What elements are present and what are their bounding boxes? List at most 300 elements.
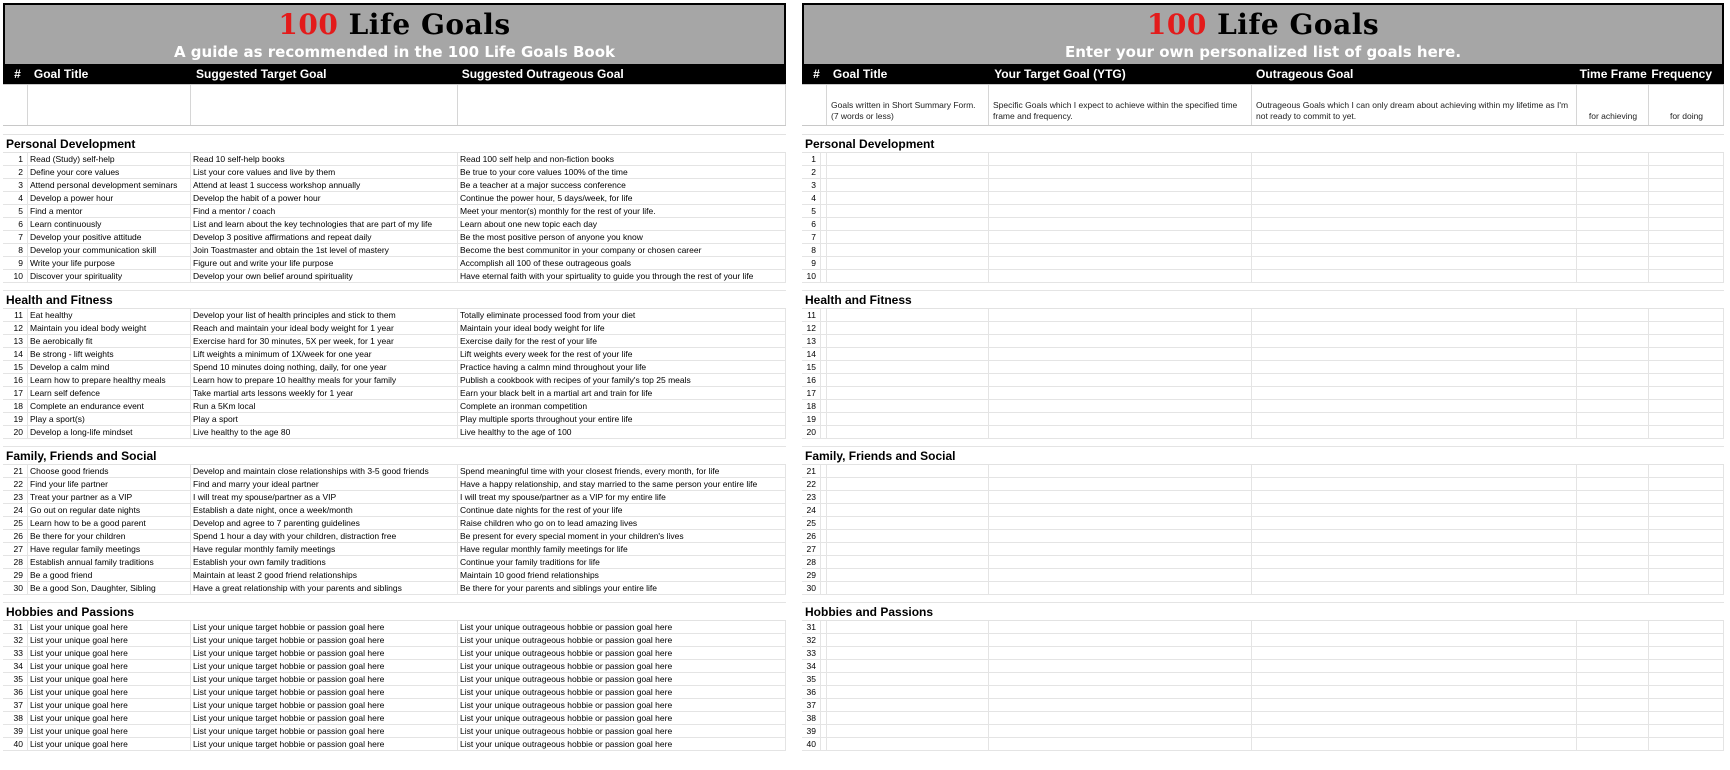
outrageous-goal-cell[interactable]: Live healthy to the age of 100 (458, 426, 786, 438)
outrageous-goal-input-cell[interactable] (1252, 322, 1577, 334)
goal-number-cell[interactable]: 3 (3, 179, 28, 191)
goal-number-cell[interactable]: 21 (3, 465, 28, 477)
goal-title-cell[interactable]: Complete an endurance event (28, 400, 191, 412)
frequency-input-cell[interactable] (1649, 244, 1724, 256)
goal-title-cell[interactable]: List your unique goal here (28, 634, 191, 646)
goal-number-cell[interactable]: 19 (3, 413, 28, 425)
time-frame-input-cell[interactable] (1577, 712, 1649, 724)
goal-title-cell[interactable]: Learn how to be a good parent (28, 517, 191, 529)
target-goal-cell[interactable]: Reach and maintain your ideal body weight for 1 year (191, 322, 458, 334)
goal-number-cell[interactable]: 34 (802, 660, 821, 672)
target-goal-input-cell[interactable] (989, 309, 1252, 321)
outrageous-goal-cell[interactable]: Continue date nights for the rest of your life (458, 504, 786, 516)
outrageous-goal-input-cell[interactable] (1252, 569, 1577, 581)
goal-number-cell[interactable]: 37 (802, 699, 821, 711)
goal-title-cell[interactable]: Develop a long-life mindset (28, 426, 191, 438)
frequency-input-cell[interactable] (1649, 400, 1724, 412)
target-goal-cell[interactable]: Run a 5Km local (191, 400, 458, 412)
target-goal-input-cell[interactable] (989, 699, 1252, 711)
goal-number-cell[interactable]: 32 (802, 634, 821, 646)
target-goal-input-cell[interactable] (989, 218, 1252, 230)
goal-number-cell[interactable]: 9 (802, 257, 821, 269)
time-frame-input-cell[interactable] (1577, 348, 1649, 360)
goal-title-cell[interactable]: List your unique goal here (28, 660, 191, 672)
frequency-input-cell[interactable] (1649, 205, 1724, 217)
goal-title-input-cell[interactable] (827, 556, 989, 568)
goal-number-cell[interactable]: 39 (3, 725, 28, 737)
frequency-input-cell[interactable] (1649, 556, 1724, 568)
time-frame-input-cell[interactable] (1577, 647, 1649, 659)
outrageous-goal-input-cell[interactable] (1252, 270, 1577, 282)
outrageous-goal-cell[interactable]: I will treat my spouse/partner as a VIP for my entire life (458, 491, 786, 503)
goal-number-cell[interactable]: 23 (3, 491, 28, 503)
goal-title-input-cell[interactable] (827, 660, 989, 672)
target-goal-input-cell[interactable] (989, 465, 1252, 477)
goal-number-cell[interactable]: 25 (3, 517, 28, 529)
time-frame-input-cell[interactable] (1577, 530, 1649, 542)
frequency-input-cell[interactable] (1649, 153, 1724, 165)
goal-number-cell[interactable]: 14 (802, 348, 821, 360)
goal-title-input-cell[interactable] (827, 621, 989, 633)
goal-title-cell[interactable]: Write your life purpose (28, 257, 191, 269)
frequency-input-cell[interactable] (1649, 738, 1724, 750)
goal-title-input-cell[interactable] (827, 270, 989, 282)
frequency-input-cell[interactable] (1649, 413, 1724, 425)
goal-number-cell[interactable]: 11 (3, 309, 28, 321)
target-goal-input-cell[interactable] (989, 192, 1252, 204)
frequency-input-cell[interactable] (1649, 543, 1724, 555)
goal-number-cell[interactable]: 9 (3, 257, 28, 269)
time-frame-input-cell[interactable] (1577, 556, 1649, 568)
outrageous-goal-cell[interactable]: List your unique outrageous hobbie or passion goal here (458, 738, 786, 750)
header-goal-title[interactable]: Goal Title (33, 67, 89, 81)
desc-cell[interactable] (3, 85, 28, 125)
goal-number-cell[interactable]: 15 (3, 361, 28, 373)
outrageous-goal-cell[interactable]: List your unique outrageous hobbie or passion goal here (458, 660, 786, 672)
outrageous-goal-cell[interactable]: Complete an ironman competition (458, 400, 786, 412)
target-goal-cell[interactable]: Take martial arts lessons weekly for 1 year (191, 387, 458, 399)
goal-number-cell[interactable]: 29 (3, 569, 28, 581)
time-frame-input-cell[interactable] (1577, 413, 1649, 425)
frequency-input-cell[interactable] (1649, 192, 1724, 204)
goal-number-cell[interactable]: 36 (802, 686, 821, 698)
outrageous-goal-input-cell[interactable] (1252, 179, 1577, 191)
outrageous-goal-input-cell[interactable] (1252, 153, 1577, 165)
goal-number-cell[interactable]: 25 (802, 517, 821, 529)
target-goal-cell[interactable]: Find and marry your ideal partner (191, 478, 458, 490)
goal-title-input-cell[interactable] (827, 712, 989, 724)
outrageous-goal-cell[interactable]: Earn your black belt in a martial art and train for life (458, 387, 786, 399)
target-goal-input-cell[interactable] (989, 153, 1252, 165)
goal-title-input-cell[interactable] (827, 699, 989, 711)
time-frame-input-cell[interactable] (1577, 166, 1649, 178)
goal-number-cell[interactable]: 35 (802, 673, 821, 685)
goal-number-cell[interactable]: 30 (802, 582, 821, 594)
desc-cell[interactable] (191, 85, 458, 125)
time-frame-input-cell[interactable] (1577, 387, 1649, 399)
target-goal-cell[interactable]: Develop your list of health principles and stick to them (191, 309, 458, 321)
outrageous-goal-cell[interactable]: Continue the power hour, 5 days/week, for life (458, 192, 786, 204)
outrageous-goal-cell[interactable]: Be there for your parents and siblings your entire life (458, 582, 786, 594)
goal-number-cell[interactable]: 2 (802, 166, 821, 178)
goal-title-cell[interactable]: List your unique goal here (28, 699, 191, 711)
goal-title-input-cell[interactable] (827, 465, 989, 477)
frequency-input-cell[interactable] (1649, 257, 1724, 269)
outrageous-goal-input-cell[interactable] (1252, 543, 1577, 555)
goal-number-cell[interactable]: 7 (802, 231, 821, 243)
goal-number-cell[interactable]: 34 (3, 660, 28, 672)
frequency-input-cell[interactable] (1649, 517, 1724, 529)
goal-number-cell[interactable]: 18 (802, 400, 821, 412)
outrageous-goal-input-cell[interactable] (1252, 725, 1577, 737)
time-frame-input-cell[interactable] (1577, 257, 1649, 269)
goal-title-cell[interactable]: Eat healthy (28, 309, 191, 321)
goal-title-input-cell[interactable] (827, 543, 989, 555)
target-goal-cell[interactable]: Establish your own family traditions (191, 556, 458, 568)
frequency-input-cell[interactable] (1649, 712, 1724, 724)
target-goal-input-cell[interactable] (989, 517, 1252, 529)
goal-title-cell[interactable]: Learn continuously (28, 218, 191, 230)
time-frame-input-cell[interactable] (1577, 738, 1649, 750)
goal-title-cell[interactable]: Develop your positive attitude (28, 231, 191, 243)
goal-number-cell[interactable]: 10 (802, 270, 821, 282)
outrageous-goal-cell[interactable]: List your unique outrageous hobbie or passion goal here (458, 634, 786, 646)
time-frame-input-cell[interactable] (1577, 309, 1649, 321)
header-your-target[interactable]: Your Target Goal (YTG) (994, 67, 1126, 81)
goal-number-cell[interactable]: 5 (3, 205, 28, 217)
goal-title-cell[interactable]: List your unique goal here (28, 673, 191, 685)
outrageous-goal-input-cell[interactable] (1252, 712, 1577, 724)
goal-number-cell[interactable]: 35 (3, 673, 28, 685)
goal-title-cell[interactable]: Learn how to prepare healthy meals (28, 374, 191, 386)
goal-number-cell[interactable]: 32 (3, 634, 28, 646)
outrageous-goal-cell[interactable]: Accomplish all 100 of these outrageous goals (458, 257, 786, 269)
outrageous-goal-input-cell[interactable] (1252, 465, 1577, 477)
goal-title-input-cell[interactable] (827, 374, 989, 386)
goal-number-cell[interactable]: 3 (802, 179, 821, 191)
target-goal-cell[interactable]: Develop 3 positive affirmations and repeat daily (191, 231, 458, 243)
time-frame-input-cell[interactable] (1577, 504, 1649, 516)
outrageous-goal-cell[interactable]: Spend meaningful time with your closest friends, every month, for life (458, 465, 786, 477)
goal-title-cell[interactable]: Discover your spirituality (28, 270, 191, 282)
goal-title-cell[interactable]: Read (Study) self-help (28, 153, 191, 165)
goal-title-input-cell[interactable] (827, 192, 989, 204)
goal-number-cell[interactable]: 12 (802, 322, 821, 334)
frequency-input-cell[interactable] (1649, 478, 1724, 490)
goal-title-input-cell[interactable] (827, 530, 989, 542)
goal-title-cell[interactable]: Have regular family meetings (28, 543, 191, 555)
time-frame-input-cell[interactable] (1577, 322, 1649, 334)
header-time-frame[interactable]: Time Frame (1579, 67, 1647, 81)
frequency-input-cell[interactable] (1649, 686, 1724, 698)
target-goal-cell[interactable]: Read 10 self-help books (191, 153, 458, 165)
outrageous-goal-cell[interactable]: List your unique outrageous hobbie or passion goal here (458, 725, 786, 737)
desc-cell[interactable] (802, 85, 827, 125)
time-frame-input-cell[interactable] (1577, 621, 1649, 633)
goal-number-cell[interactable]: 11 (802, 309, 821, 321)
outrageous-goal-cell[interactable]: Practice having a calmn mind throughout your life (458, 361, 786, 373)
outrageous-goal-input-cell[interactable] (1252, 517, 1577, 529)
frequency-input-cell[interactable] (1649, 491, 1724, 503)
goal-title-input-cell[interactable] (827, 218, 989, 230)
goal-title-cell[interactable]: Be there for your children (28, 530, 191, 542)
goal-number-cell[interactable]: 23 (802, 491, 821, 503)
goal-title-input-cell[interactable] (827, 673, 989, 685)
outrageous-goal-cell[interactable]: Play multiple sports throughout your entire life (458, 413, 786, 425)
desc-goal-title[interactable]: Goals written in Short Summary Form. (7 words or less) (827, 85, 989, 125)
outrageous-goal-cell[interactable]: List your unique outrageous hobbie or passion goal here (458, 699, 786, 711)
goal-number-cell[interactable]: 29 (802, 569, 821, 581)
time-frame-input-cell[interactable] (1577, 400, 1649, 412)
target-goal-cell[interactable]: List your core values and live by them (191, 166, 458, 178)
frequency-input-cell[interactable] (1649, 504, 1724, 516)
target-goal-input-cell[interactable] (989, 738, 1252, 750)
outrageous-goal-cell[interactable]: List your unique outrageous hobbie or passion goal here (458, 647, 786, 659)
target-goal-cell[interactable]: List your unique target hobbie or passion goal here (191, 634, 458, 646)
goal-title-cell[interactable]: Define your core values (28, 166, 191, 178)
frequency-input-cell[interactable] (1649, 179, 1724, 191)
goal-number-cell[interactable]: 13 (802, 335, 821, 347)
outrageous-goal-input-cell[interactable] (1252, 192, 1577, 204)
goal-title-input-cell[interactable] (827, 309, 989, 321)
target-goal-input-cell[interactable] (989, 387, 1252, 399)
goal-title-cell[interactable]: List your unique goal here (28, 712, 191, 724)
target-goal-input-cell[interactable] (989, 569, 1252, 581)
frequency-input-cell[interactable] (1649, 621, 1724, 633)
outrageous-goal-cell[interactable]: Be a teacher at a major success conference (458, 179, 786, 191)
time-frame-input-cell[interactable] (1577, 218, 1649, 230)
outrageous-goal-input-cell[interactable] (1252, 699, 1577, 711)
goal-number-cell[interactable]: 17 (802, 387, 821, 399)
goal-title-input-cell[interactable] (827, 205, 989, 217)
header-number[interactable]: # (813, 67, 820, 81)
goal-number-cell[interactable]: 17 (3, 387, 28, 399)
target-goal-cell[interactable]: Exercise hard for 30 minutes, 5X per week, for 1 year (191, 335, 458, 347)
outrageous-goal-cell[interactable]: Be present for every special moment in your children's lives (458, 530, 786, 542)
target-goal-cell[interactable]: List your unique target hobbie or passion goal here (191, 673, 458, 685)
goal-title-input-cell[interactable] (827, 725, 989, 737)
frequency-input-cell[interactable] (1649, 309, 1724, 321)
outrageous-goal-input-cell[interactable] (1252, 582, 1577, 594)
goal-number-cell[interactable]: 12 (3, 322, 28, 334)
target-goal-cell[interactable]: Attend at least 1 success workshop annually (191, 179, 458, 191)
frequency-input-cell[interactable] (1649, 426, 1724, 438)
goal-title-cell[interactable]: Be a good Son, Daughter, Sibling (28, 582, 191, 594)
header-frequency[interactable]: Frequency (1651, 67, 1712, 81)
time-frame-input-cell[interactable] (1577, 244, 1649, 256)
outrageous-goal-input-cell[interactable] (1252, 647, 1577, 659)
target-goal-cell[interactable]: I will treat my spouse/partner as a VIP (191, 491, 458, 503)
target-goal-cell[interactable]: Live healthy to the age 80 (191, 426, 458, 438)
goal-title-input-cell[interactable] (827, 335, 989, 347)
target-goal-cell[interactable]: Lift weights a minimum of 1X/week for one year (191, 348, 458, 360)
goal-number-cell[interactable]: 28 (802, 556, 821, 568)
goal-title-cell[interactable]: Play a sport(s) (28, 413, 191, 425)
outrageous-goal-input-cell[interactable] (1252, 166, 1577, 178)
goal-number-cell[interactable]: 18 (3, 400, 28, 412)
goal-title-cell[interactable]: List your unique goal here (28, 725, 191, 737)
frequency-input-cell[interactable] (1649, 530, 1724, 542)
outrageous-goal-cell[interactable]: Have a happy relationship, and stay married to the same person your entire life (458, 478, 786, 490)
frequency-input-cell[interactable] (1649, 361, 1724, 373)
desc-cell[interactable] (458, 85, 786, 125)
outrageous-goal-cell[interactable]: Exercise daily for the rest of your life (458, 335, 786, 347)
outrageous-goal-input-cell[interactable] (1252, 673, 1577, 685)
goal-title-input-cell[interactable] (827, 504, 989, 516)
time-frame-input-cell[interactable] (1577, 153, 1649, 165)
time-frame-input-cell[interactable] (1577, 699, 1649, 711)
outrageous-goal-input-cell[interactable] (1252, 387, 1577, 399)
desc-target[interactable]: Specific Goals which I expect to achieve within the specified time frame and frequency. (989, 85, 1252, 125)
frequency-input-cell[interactable] (1649, 660, 1724, 672)
goal-title-input-cell[interactable] (827, 361, 989, 373)
target-goal-cell[interactable]: Develop the habit of a power hour (191, 192, 458, 204)
time-frame-input-cell[interactable] (1577, 205, 1649, 217)
target-goal-input-cell[interactable] (989, 582, 1252, 594)
outrageous-goal-cell[interactable]: Be true to your core values 100% of the time (458, 166, 786, 178)
goal-title-cell[interactable]: List your unique goal here (28, 621, 191, 633)
goal-number-cell[interactable]: 7 (3, 231, 28, 243)
goal-title-input-cell[interactable] (827, 738, 989, 750)
time-frame-input-cell[interactable] (1577, 491, 1649, 503)
goal-number-cell[interactable]: 33 (802, 647, 821, 659)
outrageous-goal-input-cell[interactable] (1252, 660, 1577, 672)
goal-title-cell[interactable]: Maintain you ideal body weight (28, 322, 191, 334)
goal-number-cell[interactable]: 26 (802, 530, 821, 542)
target-goal-cell[interactable]: Have a great relationship with your parents and siblings (191, 582, 458, 594)
target-goal-input-cell[interactable] (989, 270, 1252, 282)
goal-title-input-cell[interactable] (827, 686, 989, 698)
goal-title-input-cell[interactable] (827, 413, 989, 425)
outrageous-goal-cell[interactable]: Raise children who go on to lead amazing lives (458, 517, 786, 529)
goal-title-cell[interactable]: Choose good friends (28, 465, 191, 477)
target-goal-cell[interactable]: Learn how to prepare 10 healthy meals for your family (191, 374, 458, 386)
time-frame-input-cell[interactable] (1577, 517, 1649, 529)
goal-number-cell[interactable]: 40 (802, 738, 821, 750)
target-goal-input-cell[interactable] (989, 725, 1252, 737)
outrageous-goal-cell[interactable]: List your unique outrageous hobbie or passion goal here (458, 621, 786, 633)
time-frame-input-cell[interactable] (1577, 569, 1649, 581)
target-goal-cell[interactable]: Spend 10 minutes doing nothing, daily, for one year (191, 361, 458, 373)
target-goal-input-cell[interactable] (989, 179, 1252, 191)
time-frame-input-cell[interactable] (1577, 231, 1649, 243)
outrageous-goal-input-cell[interactable] (1252, 218, 1577, 230)
time-frame-input-cell[interactable] (1577, 270, 1649, 282)
target-goal-input-cell[interactable] (989, 335, 1252, 347)
goal-title-input-cell[interactable] (827, 231, 989, 243)
goal-title-cell[interactable]: Develop your communication skill (28, 244, 191, 256)
target-goal-input-cell[interactable] (989, 504, 1252, 516)
outrageous-goal-cell[interactable]: Meet your mentor(s) monthly for the rest of your life. (458, 205, 786, 217)
time-frame-input-cell[interactable] (1577, 465, 1649, 477)
goal-number-cell[interactable]: 20 (3, 426, 28, 438)
target-goal-input-cell[interactable] (989, 400, 1252, 412)
target-goal-input-cell[interactable] (989, 322, 1252, 334)
time-frame-input-cell[interactable] (1577, 374, 1649, 386)
frequency-input-cell[interactable] (1649, 218, 1724, 230)
frequency-input-cell[interactable] (1649, 348, 1724, 360)
target-goal-cell[interactable]: List your unique target hobbie or passion goal here (191, 725, 458, 737)
target-goal-input-cell[interactable] (989, 348, 1252, 360)
frequency-input-cell[interactable] (1649, 725, 1724, 737)
target-goal-cell[interactable]: Figure out and write your life purpose (191, 257, 458, 269)
goal-number-cell[interactable]: 13 (3, 335, 28, 347)
time-frame-input-cell[interactable] (1577, 426, 1649, 438)
goal-title-cell[interactable]: Be strong - lift weights (28, 348, 191, 360)
goal-number-cell[interactable]: 4 (3, 192, 28, 204)
goal-number-cell[interactable]: 24 (802, 504, 821, 516)
goal-number-cell[interactable]: 1 (802, 153, 821, 165)
target-goal-input-cell[interactable] (989, 634, 1252, 646)
outrageous-goal-input-cell[interactable] (1252, 413, 1577, 425)
time-frame-input-cell[interactable] (1577, 478, 1649, 490)
outrageous-goal-input-cell[interactable] (1252, 738, 1577, 750)
goal-number-cell[interactable]: 31 (3, 621, 28, 633)
target-goal-input-cell[interactable] (989, 543, 1252, 555)
frequency-input-cell[interactable] (1649, 569, 1724, 581)
outrageous-goal-cell[interactable]: Be the most positive person of anyone you know (458, 231, 786, 243)
outrageous-goal-cell[interactable]: Have regular monthly family meetings for life (458, 543, 786, 555)
outrageous-goal-input-cell[interactable] (1252, 504, 1577, 516)
goal-number-cell[interactable]: 38 (3, 712, 28, 724)
goal-number-cell[interactable]: 16 (802, 374, 821, 386)
goal-number-cell[interactable]: 5 (802, 205, 821, 217)
goal-number-cell[interactable]: 27 (802, 543, 821, 555)
goal-number-cell[interactable]: 16 (3, 374, 28, 386)
target-goal-input-cell[interactable] (989, 413, 1252, 425)
goal-number-cell[interactable]: 15 (802, 361, 821, 373)
desc-time-frame[interactable]: for achieving (1577, 85, 1649, 125)
goal-number-cell[interactable]: 6 (3, 218, 28, 230)
time-frame-input-cell[interactable] (1577, 335, 1649, 347)
header-suggested-target[interactable]: Suggested Target Goal (196, 67, 327, 81)
outrageous-goal-cell[interactable]: Read 100 self help and non-fiction books (458, 153, 786, 165)
goal-title-cell[interactable]: Develop a calm mind (28, 361, 191, 373)
outrageous-goal-input-cell[interactable] (1252, 634, 1577, 646)
target-goal-cell[interactable]: Find a mentor / coach (191, 205, 458, 217)
goal-number-cell[interactable]: 19 (802, 413, 821, 425)
target-goal-cell[interactable]: List your unique target hobbie or passion goal here (191, 738, 458, 750)
frequency-input-cell[interactable] (1649, 634, 1724, 646)
outrageous-goal-input-cell[interactable] (1252, 426, 1577, 438)
target-goal-input-cell[interactable] (989, 257, 1252, 269)
goal-title-cell[interactable]: List your unique goal here (28, 686, 191, 698)
time-frame-input-cell[interactable] (1577, 361, 1649, 373)
outrageous-goal-input-cell[interactable] (1252, 361, 1577, 373)
goal-number-cell[interactable]: 22 (802, 478, 821, 490)
goal-title-input-cell[interactable] (827, 582, 989, 594)
target-goal-cell[interactable]: Develop and agree to 7 parenting guidelines (191, 517, 458, 529)
outrageous-goal-cell[interactable]: Have eternal faith with your spirtuality to guide you through the rest of your life (458, 270, 786, 282)
time-frame-input-cell[interactable] (1577, 192, 1649, 204)
goal-title-input-cell[interactable] (827, 244, 989, 256)
goal-title-cell[interactable]: Learn self defence (28, 387, 191, 399)
outrageous-goal-cell[interactable]: Publish a cookbook with recipes of your family's top 25 meals (458, 374, 786, 386)
goal-title-cell[interactable]: Be aerobically fit (28, 335, 191, 347)
goal-number-cell[interactable]: 2 (3, 166, 28, 178)
goal-title-input-cell[interactable] (827, 426, 989, 438)
frequency-input-cell[interactable] (1649, 231, 1724, 243)
frequency-input-cell[interactable] (1649, 673, 1724, 685)
outrageous-goal-cell[interactable]: Maintain 10 good friend relationships (458, 569, 786, 581)
goal-number-cell[interactable]: 30 (3, 582, 28, 594)
goal-number-cell[interactable]: 1 (3, 153, 28, 165)
outrageous-goal-cell[interactable]: List your unique outrageous hobbie or passion goal here (458, 712, 786, 724)
target-goal-input-cell[interactable] (989, 231, 1252, 243)
target-goal-cell[interactable]: List your unique target hobbie or passion goal here (191, 621, 458, 633)
goal-number-cell[interactable]: 28 (3, 556, 28, 568)
outrageous-goal-input-cell[interactable] (1252, 335, 1577, 347)
